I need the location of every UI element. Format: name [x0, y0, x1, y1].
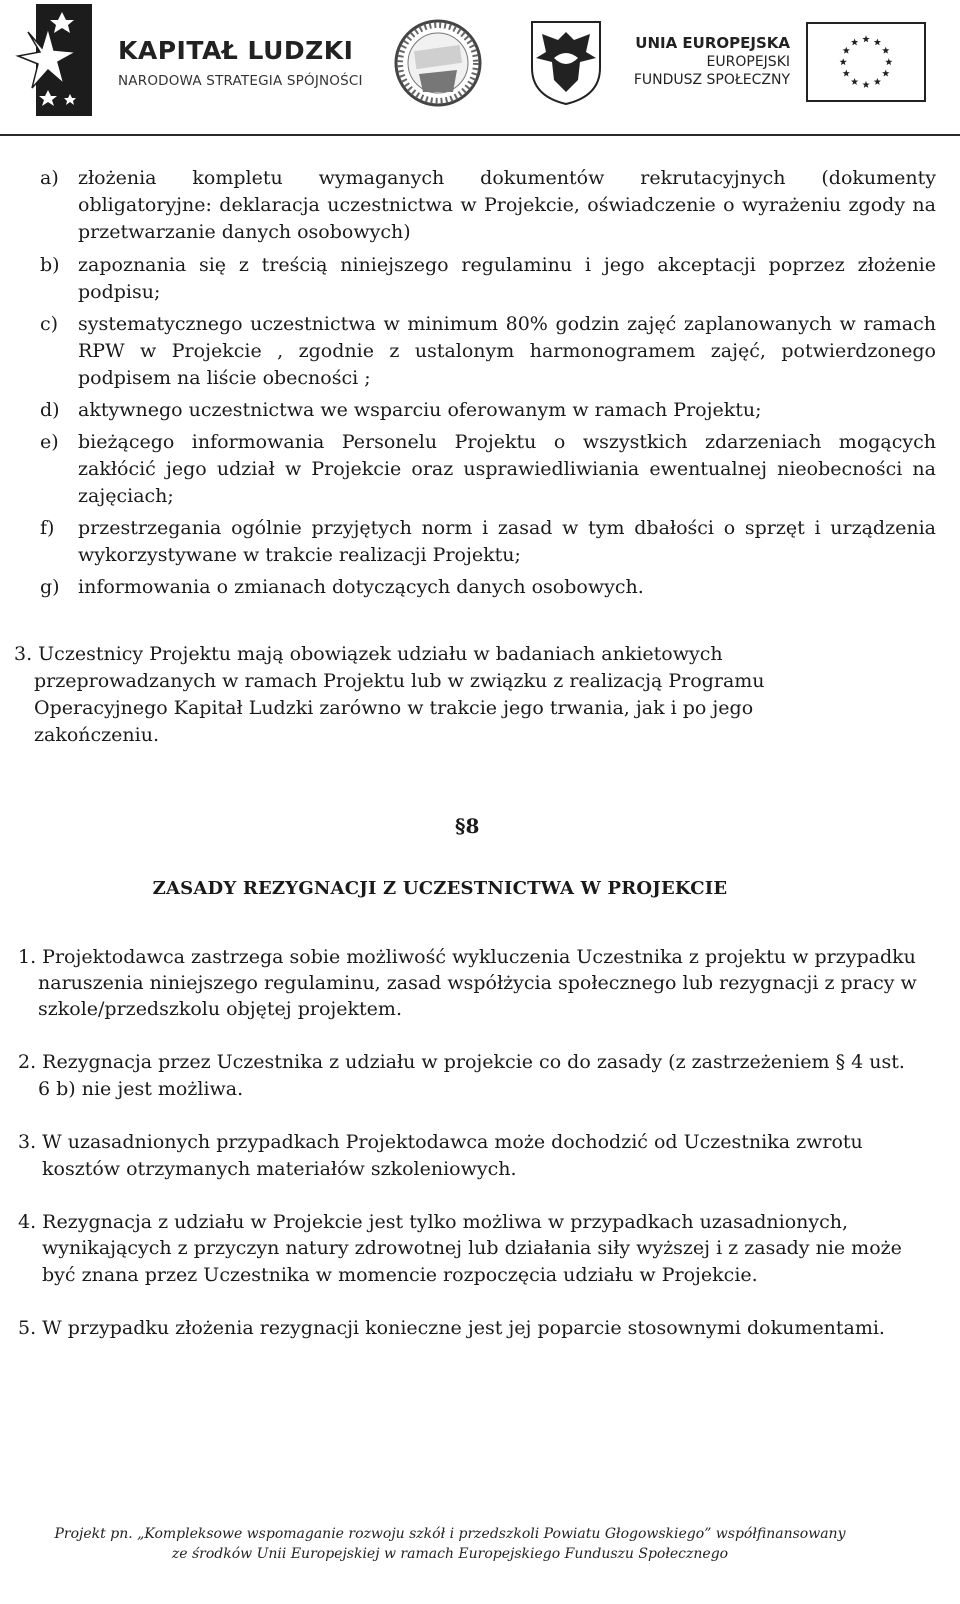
list-item-label: b) — [40, 254, 60, 276]
eu-star-icon — [843, 47, 850, 54]
list-item-line: obligatoryjne: deklaracja uczestnictwa w Projekcie, oświadczenie o wyrażeniu zgody na — [78, 194, 936, 216]
eu-star-icon — [874, 78, 881, 85]
rule-line: 3. W uzasadnionych przypadkach Projektodawca może dochodzić od Uczestnika zwrotu — [18, 1131, 863, 1153]
list-item-label: f) — [40, 517, 55, 539]
rule-line: 5. W przypadku złożenia rezygnacji konieczne jest jej poparcie stosownymi dokumentami. — [18, 1317, 885, 1339]
eu-star-icon — [885, 58, 892, 65]
eu-star-icon — [882, 47, 889, 54]
list-item-label: g) — [40, 576, 60, 598]
rule-line: kosztów otrzymanych materiałów szkoleniowych. — [42, 1158, 517, 1180]
footer-line2: ze środków Unii Europejskiej w ramach Europejskiego Funduszu Społecznego — [171, 1546, 729, 1562]
paragraph-line: przeprowadzanych w ramach Projektu lub w związku z realizacją Programu — [34, 670, 765, 692]
eu-star-icon — [882, 70, 889, 77]
ue-label-line2: EUROPEJSKI — [706, 54, 790, 70]
eu-flag-icon — [806, 22, 926, 102]
section-number: §8 — [455, 814, 480, 838]
list-item-line: bieżącego informowania Personelu Projektu o wszystkich zdarzeniach mogących — [78, 431, 936, 453]
list-item-line: złożenia kompletu wymaganych dokumentów rekrutacyjnych (dokumenty — [78, 167, 936, 189]
ue-label-line1: UNIA EUROPEJSKA — [635, 34, 790, 52]
page-header — [0, 0, 960, 136]
eu-star-icon — [851, 78, 858, 85]
list-item-line: zapoznania się z treścią niniejszego regulaminu i jego akceptacji poprzez złożenie — [78, 254, 936, 276]
kapital-ludzki-logo-icon — [14, 4, 92, 116]
list-item-line: zakłócić jego udział w Projekcie oraz usprawiedliwiania ewentualnej nieobecności na — [78, 458, 936, 480]
rule-line: wynikających z przyczyn natury zdrowotnej lub działania siły wyższej i z zasady nie może — [42, 1237, 902, 1259]
rule-line: naruszenia niniejszego regulaminu, zasad współżycia społecznego lub rezygnacji z pracy w — [38, 972, 917, 994]
rule-line: szkole/przedszkolu objętej projektem. — [38, 998, 402, 1020]
rule-line: być znana przez Uczestnika w momencie rozpoczęcia udziału w Projekcie. — [42, 1264, 758, 1286]
list-item-label: e) — [40, 431, 59, 453]
paragraph-line: zakończeniu. — [34, 724, 160, 746]
list-item-line: informowania o zmianach dotyczących danych osobowych. — [78, 576, 644, 598]
eu-star-icon — [840, 58, 847, 65]
ue-label-line3: FUNDUSZ SPOŁECZNY — [633, 72, 790, 88]
list-item-line: podpisu; — [78, 281, 161, 303]
eu-star-icon — [843, 70, 850, 77]
section-title: ZASADY REZYGNACJI Z UCZESTNICTWA W PROJEKCIE — [152, 878, 728, 899]
rule-line: 6 b) nie jest możliwa. — [38, 1078, 244, 1100]
list-item-line: podpisem na liście obecności ; — [78, 367, 371, 389]
list-item-line: wykorzystywane w trakcie realizacji Projektu; — [78, 544, 521, 566]
list-item-line: zajęciach; — [78, 485, 174, 507]
ppp-center-seal-icon — [393, 18, 483, 108]
list-item-label: c) — [40, 313, 59, 335]
footer-line1: Projekt pn. „Kompleksowe wspomaganie rozwoju szkół i przedszkoli Powiatu Głogowskiego” współfinansowany — [54, 1526, 846, 1542]
list-item-label: d) — [40, 399, 60, 421]
eu-star-icon — [862, 35, 869, 42]
rule-line: 4. Rezygnacja z udziału w Projekcie jest tylko możliwa w przypadkach uzasadnionych, — [18, 1211, 849, 1233]
coat-of-arms-eagle-icon — [528, 18, 604, 106]
list-item-line: aktywnego uczestnictwa we wsparciu oferowanym w ramach Projektu; — [78, 399, 762, 421]
kapital-ludzki-subtitle: NARODOWA STRATEGIA SPÓJNOŚCI — [118, 73, 363, 89]
eu-star-icon — [874, 38, 881, 45]
rule-line: 2. Rezygnacja przez Uczestnika z udziału w projekcie co do zasady (z zastrzeżeniem § 4 ust. — [18, 1051, 905, 1073]
eu-star-icon — [851, 38, 858, 45]
eu-star-icon — [862, 81, 869, 88]
list-item-label: a) — [40, 167, 59, 189]
list-item-line: systematycznego uczestnictwa w minimum 80% godzin zajęć zaplanowanych w ramach — [78, 313, 936, 335]
list-item-line: przestrzegania ogólnie przyjętych norm i zasad w tym dbałości o sprzęt i urządzenia — [78, 517, 936, 539]
paragraph-line: Operacyjnego Kapitał Ludzki zarówno w trakcie jego trwania, jak i po jego — [34, 697, 754, 719]
kapital-ludzki-title: KAPITAŁ LUDZKI — [118, 36, 354, 65]
list-item-line: RPW w Projekcie , zgodnie z ustalonym harmonogramem zajęć, potwierdzonego — [78, 340, 936, 362]
list-item-line: przetwarzanie danych osobowych) — [78, 221, 411, 243]
rule-line: 1. Projektodawca zastrzega sobie możliwość wykluczenia Uczestnika z projektu w przypadku — [18, 946, 916, 968]
paragraph-line: 3. Uczestnicy Projektu mają obowiązek udziału w badaniach ankietowych — [14, 643, 723, 665]
